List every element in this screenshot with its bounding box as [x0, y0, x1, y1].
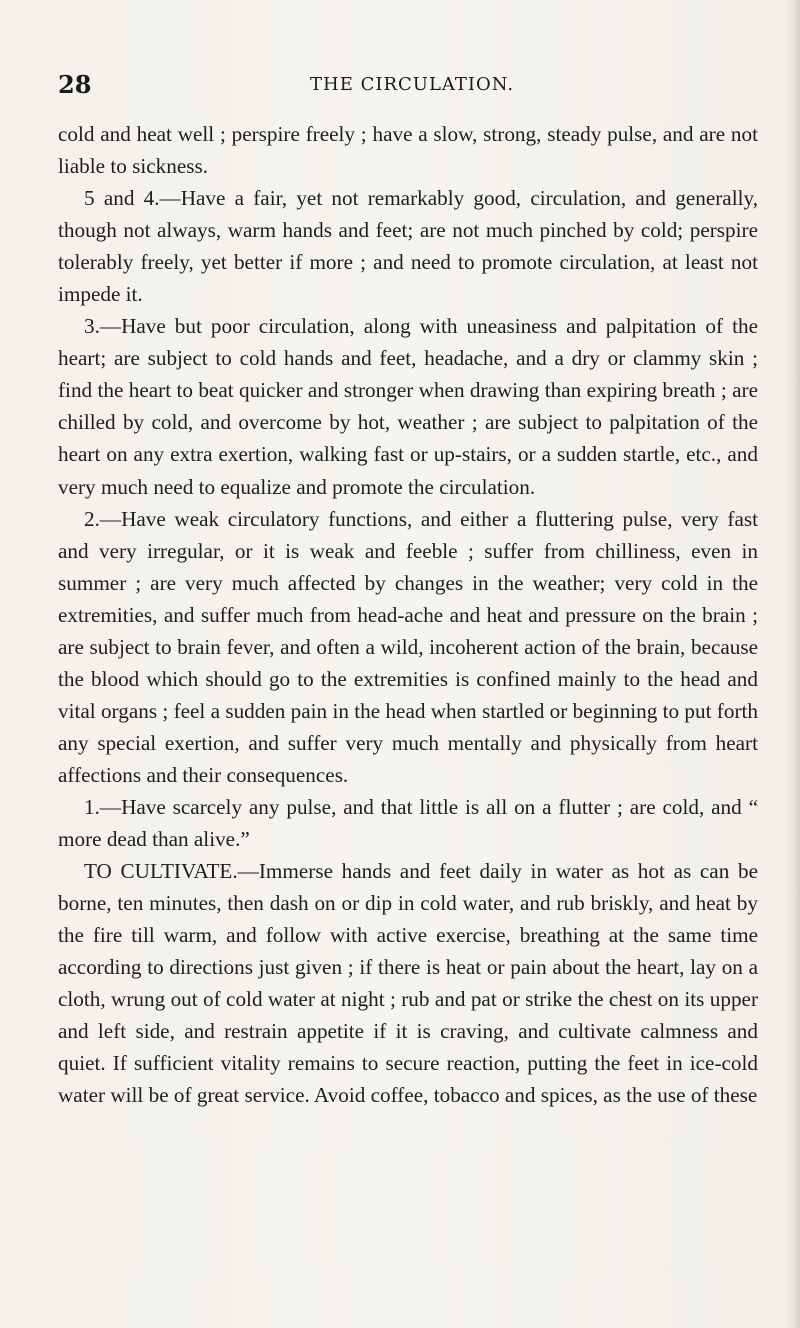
paragraph-continuation: cold and heat well ; perspire freely ; have a slow, strong, steady pulse, and are not liable to sickness. — [58, 122, 758, 179]
page-number: 28 — [58, 70, 92, 99]
paragraph-grade-5-and-4: 5 and 4.—Have a fair, yet not remarkably good, circulation, and generally, though not always, warm hands and feet; are not much pinched by cold; perspire tolerably freely, yet better if more ; and need to promote circulation, at least not impede it. — [58, 186, 758, 307]
paragraph-grade-1: 1.—Have scarcely any pulse, and that little is all on a flutter ; are cold, and “ more dead than alive.” — [58, 794, 758, 852]
paragraph-grade-2: 2.—Have weak circulatory functions, and either a fluttering pulse, very fast and very irregular, or it is weak and feeble ; suffer from chilliness, even in summer ; are very much affected by changes in the weather; very cold in the extremities, and suffer much from head-ache and heat and pressure on the brain ; are subject to brain fever, and often a wild, incoherent action of the brain, because the blood which should go to the extremities is confined mainly to the head and vital organs ; feel a sudden pain in the head when startled or beginning to put forth any special exertion, and suffer very much mentally and physically from heart affections and their consequences. — [58, 506, 758, 787]
paragraph-grade-3: 3.—Have but poor circulation, along with uneasiness and palpitation of the heart; are subject to cold hands and feet, headache, and a dry or clammy skin ; find the heart to beat quicker and stronger when drawing than expiring breath ; are chilled by cold, and overcome by hot, weather ; are subject to palpitation of the heart on any extra exertion, walking fast or up-stairs, or a sudden startle, etc., and very much need to equalize and promote the circulation. — [58, 314, 758, 499]
paragraph-to-cultivate: TO CULTIVATE.—Immerse hands and feet daily in water as hot as can be borne, ten minutes, then dash on or dip in cold water, and rub briskly, and heat by the fire till warm, and follow with active exercise, breathing at the same time according to directions just given ; if there is heat or pain about the heart, lay on a cloth, wrung out of cold water at night ; rub and pat or strike the chest on its upper and left side, and restrain appetite if it is craving, and cultivate calmness and quiet. If sufficient vitality remains to secure reaction, putting the feet in ice-cold water will be of great service. Avoid coffee, tobacco and spices, as the use of these — [58, 859, 758, 1108]
body-text — [58, 118, 758, 1111]
running-head: THE CIRCULATION. — [310, 74, 515, 95]
page-edge-shadow — [786, 0, 800, 1328]
page-header — [58, 70, 758, 104]
